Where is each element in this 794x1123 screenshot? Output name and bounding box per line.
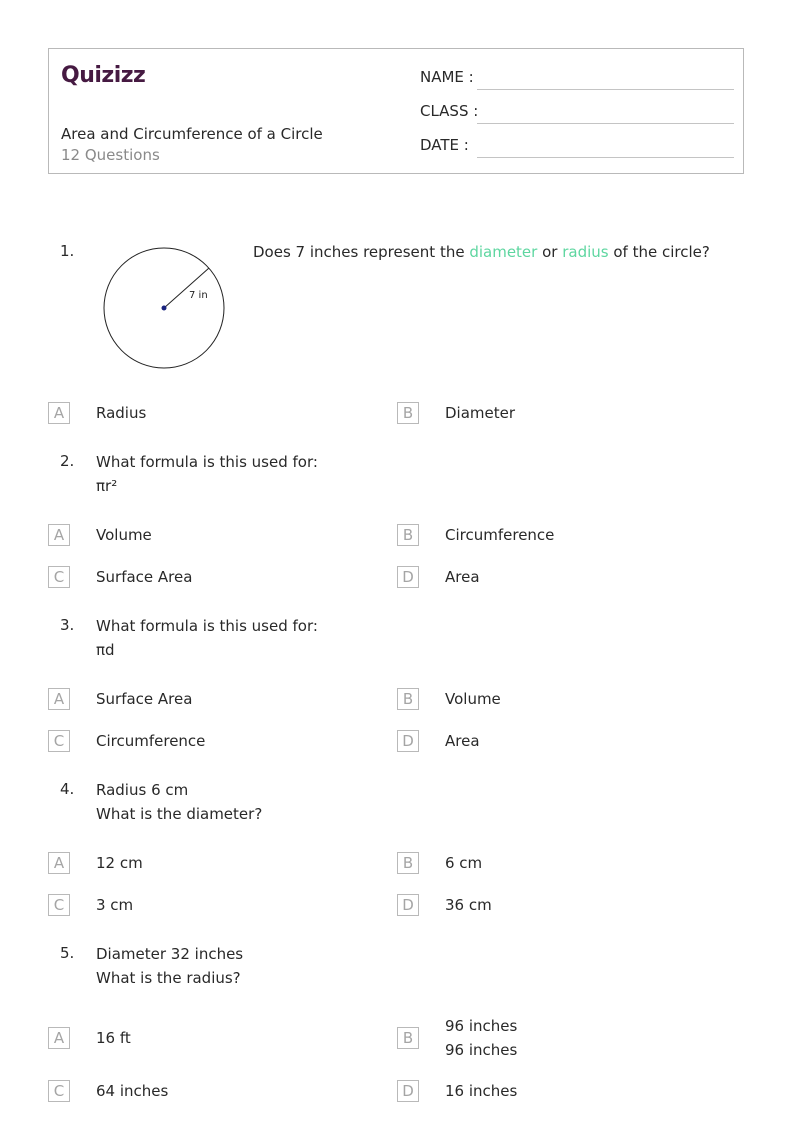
date-label: DATE : bbox=[420, 136, 469, 154]
q3-option-d-text[interactable]: Area bbox=[445, 732, 480, 750]
q5-option-b-box[interactable]: B bbox=[397, 1027, 419, 1049]
q1-option-a-text[interactable]: Radius bbox=[96, 404, 147, 422]
q1-text-mid: or bbox=[537, 243, 563, 261]
q3-option-c-box[interactable]: C bbox=[48, 730, 70, 752]
name-field[interactable] bbox=[420, 68, 734, 90]
q4-option-d-box[interactable]: D bbox=[397, 894, 419, 916]
worksheet-title: Area and Circumference of a Circle bbox=[61, 125, 323, 143]
date-line[interactable] bbox=[477, 157, 734, 158]
q5-option-b-text-line-2[interactable]: 96 inches bbox=[445, 1041, 518, 1059]
q2-option-b-box[interactable]: B bbox=[397, 524, 419, 546]
q2-option-a-box[interactable]: A bbox=[48, 524, 70, 546]
question-3-line-1: What formula is this used for: bbox=[96, 617, 318, 635]
radius-label: 7 in bbox=[189, 290, 208, 301]
q1-option-a-box[interactable]: A bbox=[48, 402, 70, 424]
question-3-number: 3. bbox=[60, 616, 75, 634]
q2-option-d-text[interactable]: Area bbox=[445, 568, 480, 586]
name-line[interactable] bbox=[477, 89, 734, 90]
question-4-line-1: Radius 6 cm bbox=[96, 781, 189, 799]
q3-option-b-box[interactable]: B bbox=[397, 688, 419, 710]
question-2-number: 2. bbox=[60, 452, 75, 470]
q1-text-post: of the circle? bbox=[608, 243, 710, 261]
q4-option-c-text[interactable]: 3 cm bbox=[96, 896, 134, 914]
q2-option-c-text[interactable]: Surface Area bbox=[96, 568, 193, 586]
q4-option-b-box[interactable]: B bbox=[397, 852, 419, 874]
question-4-number: 4. bbox=[60, 780, 75, 798]
q1-highlight-diameter: diameter bbox=[469, 243, 538, 261]
center-dot bbox=[162, 306, 167, 311]
q1-text-pre: Does 7 inches represent the bbox=[253, 243, 470, 261]
question-2-line-2: πr² bbox=[96, 477, 118, 495]
q4-option-a-text[interactable]: 12 cm bbox=[96, 854, 143, 872]
q2-option-a-text[interactable]: Volume bbox=[96, 526, 152, 544]
q4-option-b-text[interactable]: 6 cm bbox=[445, 854, 483, 872]
name-label: NAME : bbox=[420, 68, 474, 86]
q4-option-d-text[interactable]: 36 cm bbox=[445, 896, 492, 914]
question-5-line-1: Diameter 32 inches bbox=[96, 945, 244, 963]
q1-option-b-box[interactable]: B bbox=[397, 402, 419, 424]
circle-diagram bbox=[100, 244, 228, 372]
class-label: CLASS : bbox=[420, 102, 479, 120]
q5-option-a-text[interactable]: 16 ft bbox=[96, 1029, 131, 1047]
q2-option-b-text[interactable]: Circumference bbox=[445, 526, 555, 544]
q5-option-c-text[interactable]: 64 inches bbox=[96, 1082, 169, 1100]
q3-option-a-text[interactable]: Surface Area bbox=[96, 690, 193, 708]
quizizz-logo bbox=[61, 59, 153, 89]
q5-option-a-box[interactable]: A bbox=[48, 1027, 70, 1049]
question-1-number: 1. bbox=[60, 242, 75, 260]
q5-option-d-text[interactable]: 16 inches bbox=[445, 1082, 518, 1100]
question-4-line-2: What is the diameter? bbox=[96, 805, 263, 823]
question-5-number: 5. bbox=[60, 944, 75, 962]
q3-option-a-box[interactable]: A bbox=[48, 688, 70, 710]
q4-option-a-box[interactable]: A bbox=[48, 852, 70, 874]
question-1-text bbox=[253, 240, 710, 264]
question-2-line-1: What formula is this used for: bbox=[96, 453, 318, 471]
q3-option-d-box[interactable]: D bbox=[397, 730, 419, 752]
worksheet-header bbox=[48, 48, 744, 174]
question-5-line-2: What is the radius? bbox=[96, 969, 241, 987]
q1-option-b-text[interactable]: Diameter bbox=[445, 404, 516, 422]
q5-option-c-box[interactable]: C bbox=[48, 1080, 70, 1102]
q1-highlight-radius: radius bbox=[562, 243, 609, 261]
radius-line bbox=[164, 268, 209, 308]
date-field[interactable] bbox=[420, 136, 734, 158]
q2-option-d-box[interactable]: D bbox=[397, 566, 419, 588]
q5-option-b-text-line-1[interactable]: 96 inches bbox=[445, 1017, 518, 1035]
class-line[interactable] bbox=[477, 123, 734, 124]
q4-option-c-box[interactable]: C bbox=[48, 894, 70, 916]
class-field[interactable] bbox=[420, 102, 734, 124]
q3-option-c-text[interactable]: Circumference bbox=[96, 732, 206, 750]
question-3-line-2: πd bbox=[96, 641, 115, 659]
q2-option-c-box[interactable]: C bbox=[48, 566, 70, 588]
q5-option-d-box[interactable]: D bbox=[397, 1080, 419, 1102]
q3-option-b-text[interactable]: Volume bbox=[445, 690, 501, 708]
question-count: 12 Questions bbox=[61, 146, 160, 164]
svg-text:Quizizz: Quizizz bbox=[61, 63, 146, 88]
